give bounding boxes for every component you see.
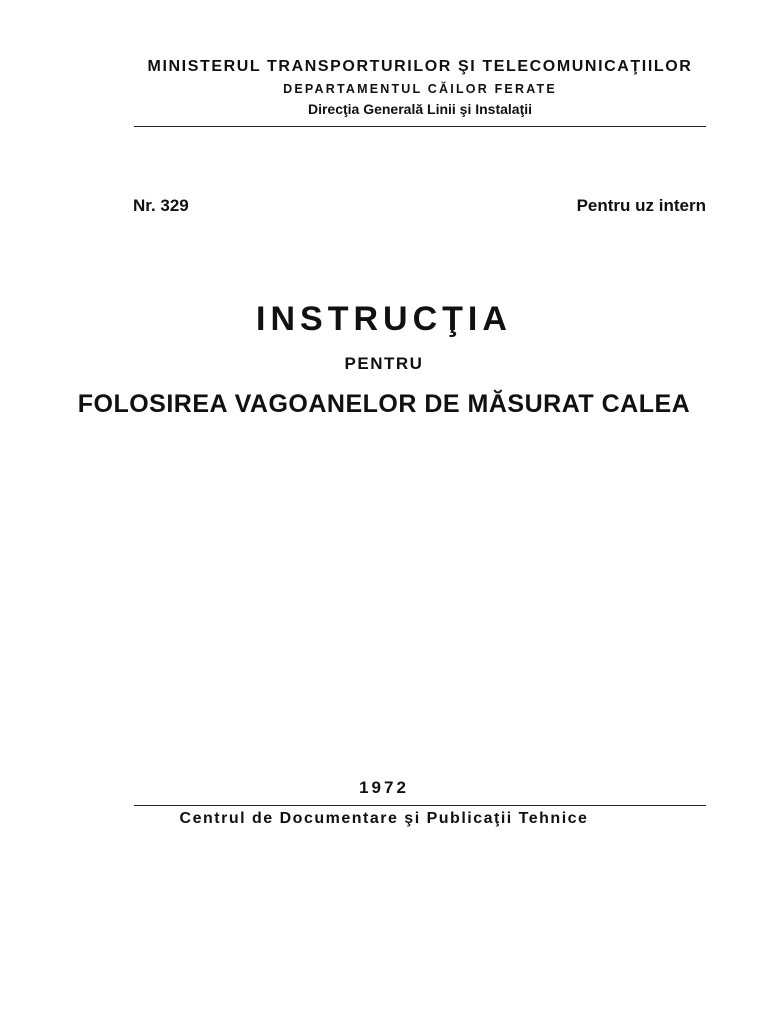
department-name: DEPARTAMENTUL CĂILOR FERATE xyxy=(283,82,557,96)
publisher-name: Centrul de Documentare şi Publicaţii Tehnice xyxy=(179,810,589,827)
footer-divider xyxy=(134,805,706,806)
usage-note: Pentru uz intern xyxy=(576,196,706,215)
publication-year: 1972 xyxy=(359,778,409,797)
header-divider xyxy=(134,126,706,127)
document-subtitle: FOLOSIREA VAGOANELOR DE MĂSURAT CALEA xyxy=(77,390,691,418)
title-connector: PENTRU xyxy=(344,354,424,373)
direction-name: Direcţia Generală Linii şi Instalaţii xyxy=(307,101,533,117)
ministry-name: MINISTERUL TRANSPORTURILOR ŞI TELECOMUNICAŢIILOR xyxy=(147,58,693,75)
document-number: Nr. 329 xyxy=(133,196,189,215)
document-title: INSTRUCŢIA xyxy=(256,300,512,338)
